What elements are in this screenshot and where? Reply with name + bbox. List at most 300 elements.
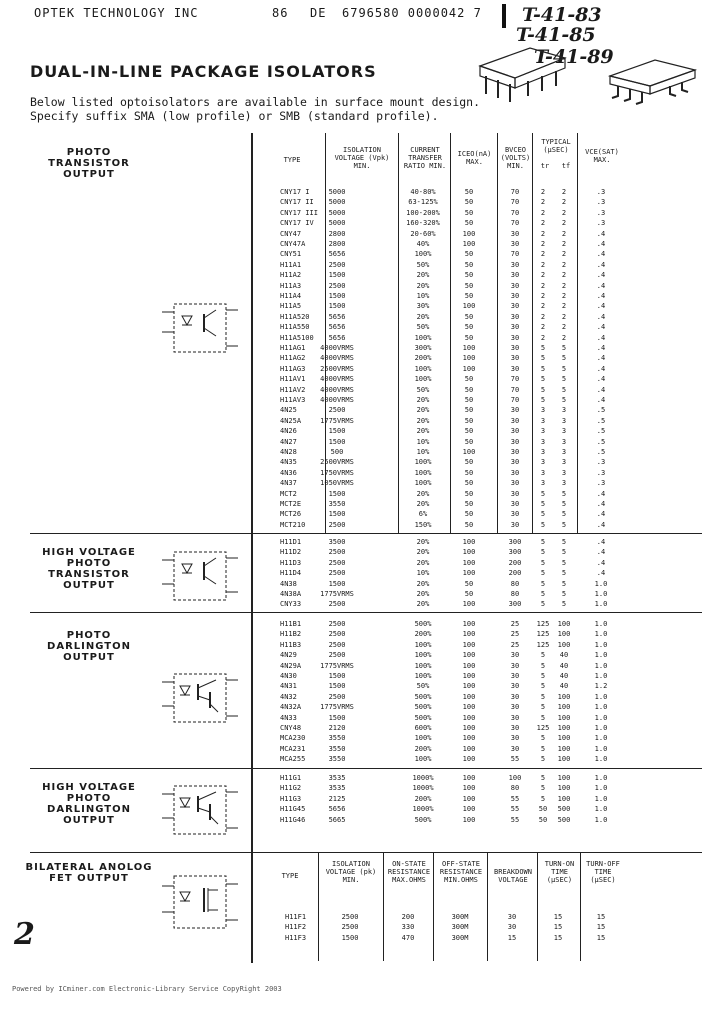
table-row bbox=[253, 375, 623, 384]
table-cell: 5 bbox=[561, 500, 567, 508]
table-cell: 500 bbox=[557, 815, 571, 824]
table-cell: .4 bbox=[596, 292, 606, 300]
table-cell: 2125 bbox=[328, 794, 346, 803]
table-cell: 10% bbox=[416, 448, 430, 456]
table-cell: 1.0 bbox=[594, 672, 608, 680]
table-cell: H11AG2 bbox=[280, 354, 306, 363]
table-row bbox=[253, 703, 623, 712]
table-cell: MCA230 bbox=[280, 734, 306, 743]
table-cell: H11A2 bbox=[280, 271, 302, 280]
table-cell: 2 bbox=[561, 219, 567, 228]
table-cell: 100 bbox=[462, 600, 476, 609]
table-cell: 50 bbox=[538, 815, 548, 824]
table-cell: .4 bbox=[596, 500, 606, 508]
table-cell: 3 bbox=[561, 458, 567, 467]
table-cell: 20% bbox=[416, 579, 430, 588]
table-cell: H11D3 bbox=[280, 558, 302, 567]
table-cell: 50 bbox=[464, 219, 474, 228]
section-label-bilateral-fet: BILATERAL ANOLOG FET OUTPUT bbox=[25, 862, 153, 884]
col-header-iceo: ICEO(nA) MAX. bbox=[457, 150, 492, 166]
fet-header-on-state: ON-STATE RESISTANCE MAX.OHMS bbox=[387, 860, 431, 884]
fet-header-breakdown: BREAKDOWN VOLTAGE bbox=[494, 868, 532, 884]
table-cell: 500 bbox=[557, 805, 571, 814]
table-cell: H11G46 bbox=[280, 815, 306, 824]
table-cell: 4000VRMS bbox=[320, 375, 354, 384]
table-row bbox=[253, 784, 623, 793]
table-row bbox=[253, 734, 623, 743]
table-cell: 2 bbox=[561, 250, 567, 259]
table-cell: 100 bbox=[462, 620, 476, 628]
table-cell: 2 bbox=[540, 240, 546, 248]
table-row bbox=[253, 682, 623, 691]
table-cell: 2 bbox=[561, 271, 567, 280]
table-cell: 2 bbox=[540, 271, 546, 280]
schematic-photo-transistor bbox=[160, 298, 240, 360]
table-cell: .4 bbox=[596, 396, 606, 404]
section-label-photo-transistor: PHOTO TRANSISTOR OUTPUT bbox=[48, 147, 130, 180]
table-cell: 20% bbox=[416, 489, 430, 498]
table-cell: 30 bbox=[507, 923, 517, 932]
table-cell: 30 bbox=[510, 682, 520, 691]
table-cell: 3 bbox=[561, 468, 567, 477]
table-cell: 20% bbox=[416, 271, 430, 280]
table-cell: 4000VRMS bbox=[320, 385, 354, 394]
table-cell: 100 bbox=[557, 774, 571, 782]
table-cell: 20% bbox=[416, 548, 430, 557]
table-cell: 100 bbox=[462, 640, 476, 649]
table-cell: 50 bbox=[464, 312, 474, 321]
table-cell: 40 bbox=[559, 661, 569, 670]
table-row bbox=[253, 396, 623, 405]
table-row bbox=[253, 334, 623, 343]
table-cell: 3 bbox=[540, 437, 546, 446]
table-cell: 1000% bbox=[412, 784, 434, 793]
table-cell: 100% bbox=[414, 458, 432, 467]
table-cell: 50 bbox=[464, 260, 474, 269]
table-cell: 100 bbox=[462, 794, 476, 803]
table-cell: 100% bbox=[414, 734, 432, 743]
table-cell: 20% bbox=[416, 427, 430, 436]
table-cell: 50 bbox=[464, 292, 474, 300]
table-cell: 30 bbox=[510, 406, 520, 415]
table-cell: 100 bbox=[557, 630, 571, 639]
table-row bbox=[253, 490, 623, 499]
table-cell: 30 bbox=[510, 734, 520, 743]
table-cell: H11D4 bbox=[280, 569, 302, 578]
table-row bbox=[253, 559, 623, 568]
table-cell: H11B3 bbox=[280, 640, 302, 649]
table-cell: 5 bbox=[561, 344, 567, 352]
table-cell: 200% bbox=[414, 630, 432, 639]
table-cell: 5 bbox=[561, 579, 567, 588]
table-cell: 5 bbox=[540, 375, 546, 384]
table-row bbox=[253, 580, 623, 589]
table-cell: .4 bbox=[596, 548, 606, 557]
table-cell: .5 bbox=[596, 437, 606, 446]
table-cell: 100 bbox=[462, 805, 476, 814]
table-cell: CNY51 bbox=[280, 250, 302, 259]
table-cell: 1500 bbox=[328, 579, 346, 588]
table-cell: 5 bbox=[540, 734, 546, 743]
table-cell: MCA231 bbox=[280, 744, 306, 753]
table-cell: 30 bbox=[510, 312, 520, 321]
fet-header-type: TYPE bbox=[281, 872, 299, 880]
table-row bbox=[253, 521, 623, 530]
table-cell: 2 bbox=[540, 219, 546, 228]
table-cell: 100 bbox=[557, 692, 571, 701]
table-cell: 5 bbox=[540, 600, 546, 609]
table-cell: 55 bbox=[510, 805, 520, 814]
table-cell: 1500 bbox=[328, 489, 346, 498]
table-cell: 1775VRMS bbox=[320, 416, 354, 425]
table-cell: 100 bbox=[557, 640, 571, 649]
table-row bbox=[253, 693, 623, 702]
table-row bbox=[253, 386, 623, 395]
table-cell: 10% bbox=[416, 292, 430, 300]
table-cell: 30 bbox=[510, 260, 520, 269]
table-cell: 5656 bbox=[328, 805, 346, 814]
table-row bbox=[253, 427, 623, 436]
table-cell: 3 bbox=[561, 437, 567, 446]
table-cell: .4 bbox=[596, 240, 606, 248]
table-cell: MCA255 bbox=[280, 755, 306, 764]
table-row bbox=[253, 795, 623, 804]
table-cell: 1.0 bbox=[594, 651, 608, 660]
table-cell: .4 bbox=[596, 385, 606, 394]
table-cell: .3 bbox=[596, 468, 606, 477]
table-cell: .4 bbox=[596, 489, 606, 498]
table-cell: 5 bbox=[540, 510, 546, 519]
table-cell: H11AV1 bbox=[280, 375, 306, 384]
table-cell: 30 bbox=[510, 416, 520, 425]
table-cell: 2800 bbox=[328, 240, 346, 248]
table-cell: 1775VRMS bbox=[320, 590, 354, 598]
table-cell: 30 bbox=[510, 651, 520, 660]
table-cell: 1500 bbox=[328, 682, 346, 691]
table-cell: .3 bbox=[596, 208, 606, 217]
table-cell: 5 bbox=[540, 489, 546, 498]
table-cell: 5 bbox=[561, 600, 567, 609]
table-cell: 70 bbox=[510, 385, 520, 394]
table-cell: 50 bbox=[464, 468, 474, 477]
table-cell: 2800 bbox=[328, 229, 346, 238]
table-cell: 5 bbox=[540, 672, 546, 680]
header-code-2: DE bbox=[310, 6, 327, 20]
table-cell: 30 bbox=[510, 520, 520, 529]
table-cell: 100% bbox=[414, 364, 432, 373]
table-cell: 2500 bbox=[328, 630, 346, 639]
table-row bbox=[253, 569, 623, 578]
table-cell: 50 bbox=[464, 198, 474, 207]
table-row bbox=[253, 354, 623, 363]
table-cell: 1.0 bbox=[594, 703, 608, 712]
table-cell: H11B1 bbox=[280, 620, 302, 628]
col-header-isolation: ISOLATION VOLTAGE (Vpk) MIN. bbox=[334, 146, 390, 170]
table-cell: CNY17 II bbox=[280, 198, 314, 207]
table-row bbox=[253, 620, 623, 629]
table-cell: 2 bbox=[540, 333, 546, 342]
table-cell: 4N35 bbox=[280, 458, 297, 467]
table-cell: 2 bbox=[561, 188, 567, 196]
table-cell: 30 bbox=[510, 240, 520, 248]
table-cell: 50 bbox=[464, 510, 474, 519]
table-cell: CNY47A bbox=[280, 240, 306, 248]
col-header-bvceo: BVCEO (VOLTS) MIN. bbox=[500, 146, 531, 170]
table-cell: 40-80% bbox=[410, 188, 436, 196]
table-cell: 40 bbox=[559, 672, 569, 680]
table-cell: 100 bbox=[557, 724, 571, 732]
table-cell: .4 bbox=[596, 344, 606, 352]
table-cell: 50 bbox=[464, 396, 474, 404]
table-cell: 5 bbox=[540, 500, 546, 508]
table-cell: 2 bbox=[540, 188, 546, 196]
intro-line-2: Specify suffix SMA (low profile) or SMB (standard profile). bbox=[30, 109, 439, 123]
table-cell: 50 bbox=[464, 427, 474, 436]
table-cell: 1.0 bbox=[594, 744, 608, 753]
table-cell: 5000 bbox=[328, 198, 346, 207]
table-row bbox=[253, 271, 623, 280]
col-header-type: TYPE bbox=[283, 156, 301, 164]
table-cell: 2 bbox=[561, 312, 567, 321]
section-label-hv-photo-darlington: HIGH VOLTAGE PHOTO DARLINGTON OUTPUT bbox=[42, 782, 136, 826]
table-cell: 100 bbox=[557, 620, 571, 628]
table-cell: 1500 bbox=[328, 713, 346, 722]
fet-header-turn-off: TURN-OFF TIME (μSEC) bbox=[586, 860, 620, 884]
table-cell: 2120 bbox=[328, 724, 346, 732]
table-cell: 1.0 bbox=[594, 600, 608, 609]
table-cell: 30 bbox=[510, 661, 520, 670]
table-cell: 5656 bbox=[328, 333, 346, 342]
table-row bbox=[253, 250, 623, 259]
table-cell: 2 bbox=[540, 250, 546, 259]
table-cell: 1.0 bbox=[594, 774, 608, 782]
table-cell: 5 bbox=[540, 794, 546, 803]
table-cell: 150% bbox=[414, 520, 432, 529]
table-cell: 500% bbox=[414, 713, 432, 722]
table-cell: 3550 bbox=[328, 744, 346, 753]
table-cell: 55 bbox=[510, 794, 520, 803]
table-cell: 5 bbox=[561, 558, 567, 567]
table-cell: 100 bbox=[557, 734, 571, 743]
table-cell: 2 bbox=[540, 323, 546, 332]
table-cell: 20% bbox=[416, 281, 430, 290]
table-cell: 1500 bbox=[328, 672, 346, 680]
table-cell: 160-320% bbox=[406, 219, 440, 228]
table-cell: 5 bbox=[561, 385, 567, 394]
table-cell: .3 bbox=[596, 219, 606, 228]
table-cell: 5 bbox=[540, 590, 546, 598]
table-row bbox=[253, 261, 623, 270]
col-header-ctr: CURRENT TRANSFER RATIO MIN. bbox=[403, 146, 447, 170]
table-cell: 100% bbox=[414, 333, 432, 342]
table-cell: 30 bbox=[510, 333, 520, 342]
table-cell: 30 bbox=[510, 744, 520, 753]
table-cell: .5 bbox=[596, 427, 606, 436]
table-cell: 1.0 bbox=[594, 692, 608, 701]
table-cell: 100 bbox=[462, 354, 476, 363]
table-row bbox=[253, 774, 623, 783]
table-cell: 5 bbox=[561, 548, 567, 557]
table-cell: .4 bbox=[596, 312, 606, 321]
table-cell: 10% bbox=[416, 569, 430, 578]
header-bar bbox=[502, 4, 506, 28]
table-cell: 2 bbox=[561, 323, 567, 332]
table-cell: CNY33 bbox=[280, 600, 302, 609]
table-cell: 100% bbox=[414, 672, 432, 680]
table-cell: 3 bbox=[540, 427, 546, 436]
table-cell: 30 bbox=[510, 344, 520, 352]
table-cell: 40 bbox=[559, 682, 569, 691]
table-cell: 1500 bbox=[328, 510, 346, 519]
table-cell: 5 bbox=[561, 396, 567, 404]
table-row bbox=[253, 282, 623, 291]
table-cell: 300% bbox=[414, 344, 432, 352]
table-row bbox=[253, 630, 623, 639]
table-row bbox=[253, 913, 623, 922]
table-cell: 20% bbox=[416, 538, 430, 546]
table-cell: 100 bbox=[462, 784, 476, 793]
table-cell: 100 bbox=[462, 240, 476, 248]
table-cell: 5656 bbox=[328, 250, 346, 259]
table-cell: 30 bbox=[510, 364, 520, 373]
table-cell: 100 bbox=[462, 755, 476, 764]
table-cell: 3550 bbox=[328, 755, 346, 764]
table-cell: .4 bbox=[596, 364, 606, 373]
table-cell: 30 bbox=[510, 724, 520, 732]
table-row bbox=[253, 500, 623, 509]
table-cell: 50 bbox=[464, 208, 474, 217]
table-row bbox=[253, 714, 623, 723]
table-cell: 5 bbox=[540, 784, 546, 793]
table-cell: H11A550 bbox=[280, 323, 310, 332]
table-cell: H11AG1 bbox=[280, 344, 306, 352]
divider-1 bbox=[30, 533, 702, 534]
table-cell: CNY48 bbox=[280, 724, 302, 732]
table-row bbox=[253, 323, 623, 332]
table-cell: 20% bbox=[416, 600, 430, 609]
table-cell: 5 bbox=[540, 692, 546, 701]
table-cell: 100 bbox=[557, 784, 571, 793]
header-code-3: 6796580 0000042 7 bbox=[342, 6, 482, 20]
page-title: DUAL-IN-LINE PACKAGE ISOLATORS bbox=[30, 62, 377, 81]
table-cell: 30 bbox=[510, 479, 520, 488]
table-cell: 300M bbox=[451, 923, 469, 932]
table-cell: 100 bbox=[462, 229, 476, 238]
table-cell: 4000VRMS bbox=[320, 344, 354, 352]
fet-header-turn-on: TURN-ON TIME (μSEC) bbox=[544, 860, 575, 884]
table-cell: 1.0 bbox=[594, 794, 608, 803]
table-cell: 2 bbox=[561, 281, 567, 290]
table-cell: 2 bbox=[561, 198, 567, 207]
table-cell: 4N26 bbox=[280, 427, 297, 436]
table-cell: 4N37 bbox=[280, 479, 297, 488]
table-cell: 30 bbox=[510, 323, 520, 332]
table-cell: CNY17 I bbox=[280, 188, 310, 196]
divider-4 bbox=[30, 852, 702, 853]
table-cell: 200% bbox=[414, 794, 432, 803]
table-cell: 40 bbox=[559, 651, 569, 660]
table-cell: H11G3 bbox=[280, 794, 302, 803]
table-cell: 2 bbox=[540, 229, 546, 238]
table-row bbox=[253, 438, 623, 447]
table-cell: 100 bbox=[462, 661, 476, 670]
table-row bbox=[253, 240, 623, 249]
table-cell: 5 bbox=[540, 744, 546, 753]
handwritten-note-1: T-41-83 bbox=[522, 4, 602, 26]
table-cell: 2500 bbox=[341, 913, 359, 921]
table-cell: 3500 bbox=[328, 538, 346, 546]
table-cell: 2500 bbox=[328, 600, 346, 609]
table-cell: 30 bbox=[510, 703, 520, 712]
table-cell: 3535 bbox=[328, 774, 346, 782]
table-cell: CNY17 III bbox=[280, 208, 318, 217]
table-cell: 100 bbox=[462, 538, 476, 546]
table-cell: 70 bbox=[510, 375, 520, 384]
table-cell: 30 bbox=[510, 292, 520, 300]
table-cell: 1.0 bbox=[594, 579, 608, 588]
table-cell: .4 bbox=[596, 271, 606, 280]
table-cell: 3 bbox=[540, 416, 546, 425]
table-cell: .4 bbox=[596, 229, 606, 238]
table-cell: 100 bbox=[462, 692, 476, 701]
table-cell: 1500 bbox=[328, 292, 346, 300]
table-cell: 100 bbox=[462, 744, 476, 753]
table-cell: 2 bbox=[561, 333, 567, 342]
table-cell: 1500 bbox=[328, 427, 346, 436]
table-cell: .4 bbox=[596, 260, 606, 269]
table-cell: 50% bbox=[416, 260, 430, 269]
table-cell: .5 bbox=[596, 406, 606, 415]
table-cell: 100 bbox=[557, 744, 571, 753]
table-row bbox=[253, 548, 623, 557]
table-cell: 30 bbox=[510, 692, 520, 701]
table-cell: 4N29 bbox=[280, 651, 297, 660]
table-cell: 20-60% bbox=[410, 229, 436, 238]
table-row bbox=[253, 469, 623, 478]
table-cell: 470 bbox=[401, 933, 415, 942]
table-row bbox=[253, 672, 623, 681]
table-cell: 50% bbox=[416, 323, 430, 332]
table-cell: 1.0 bbox=[594, 630, 608, 639]
table-cell: 5 bbox=[540, 755, 546, 764]
table-row bbox=[253, 923, 623, 932]
table-cell: 5656 bbox=[328, 312, 346, 321]
table-cell: 70 bbox=[510, 219, 520, 228]
table-cell: 5 bbox=[540, 651, 546, 660]
table-cell: 30 bbox=[510, 354, 520, 363]
table-cell: 3535 bbox=[328, 784, 346, 793]
table-cell: 3 bbox=[540, 468, 546, 477]
table-cell: 100 bbox=[462, 344, 476, 352]
table-cell: 50% bbox=[416, 385, 430, 394]
table-cell: .4 bbox=[596, 302, 606, 311]
table-cell: 500% bbox=[414, 692, 432, 701]
table-cell: 100 bbox=[462, 548, 476, 557]
table-row bbox=[253, 188, 623, 197]
table-cell: 500% bbox=[414, 620, 432, 628]
table-cell: 100% bbox=[414, 661, 432, 670]
table-cell: 100 bbox=[462, 815, 476, 824]
table-cell: 5 bbox=[561, 538, 567, 546]
table-cell: .5 bbox=[596, 448, 606, 456]
table-cell: 70 bbox=[510, 198, 520, 207]
table-cell: 2500 bbox=[328, 620, 346, 628]
table-row bbox=[253, 313, 623, 322]
table-cell: 2 bbox=[540, 302, 546, 311]
table-cell: 20% bbox=[416, 312, 430, 321]
table-cell: 5 bbox=[540, 520, 546, 529]
table-cell: 5 bbox=[561, 520, 567, 529]
